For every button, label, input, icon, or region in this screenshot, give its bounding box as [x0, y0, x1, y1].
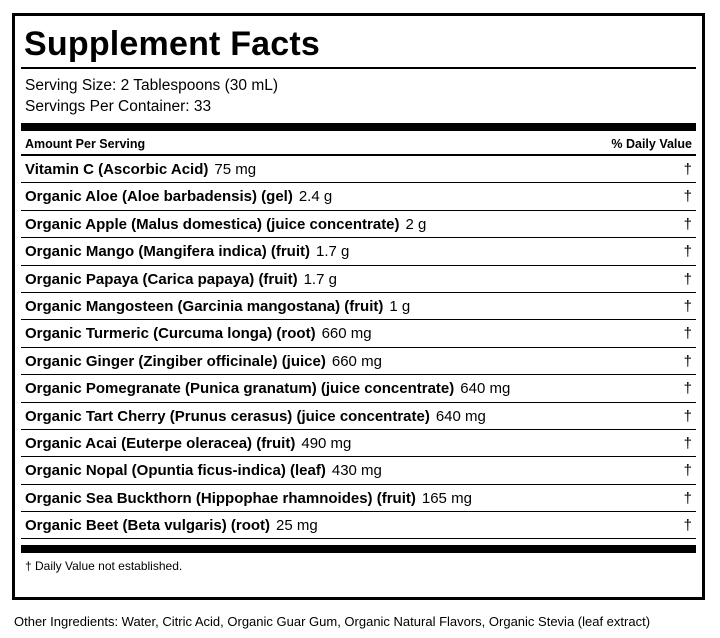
nutrient-row: [21, 485, 696, 512]
daily-value-dagger: †: [683, 352, 692, 370]
thick-rule-bottom: [21, 545, 696, 553]
nutrient-name-text: Organic Turmeric (Curcuma longa) (root): [25, 325, 316, 343]
nutrient-name: [25, 375, 510, 402]
daily-value-dagger: †: [683, 297, 692, 315]
nutrient-name-text: Organic Mango (Mangifera indica) (fruit): [25, 243, 311, 261]
nutrient-amount: 2.4 g: [298, 188, 333, 206]
nutrient-name: [25, 183, 332, 210]
daily-value-dagger: †: [683, 325, 692, 343]
nutrient-name: [25, 293, 410, 320]
nutrient-row: [21, 266, 696, 293]
nutrient-name: [25, 320, 372, 347]
daily-value-dagger: †: [683, 407, 692, 425]
nutrient-name-text: Organic Papaya (Carica papaya) (fruit): [25, 270, 298, 288]
nutrient-row: [21, 211, 696, 238]
nutrient-name-text: Organic Mangosteen (Garcinia mangostana) (fruit): [25, 297, 384, 315]
column-header: [25, 134, 692, 154]
nutrient-row: [21, 403, 696, 430]
nutrient-amount: 1 g: [389, 297, 411, 315]
nutrient-name: [25, 348, 382, 375]
nutrient-amount: 165 mg: [421, 489, 472, 507]
daily-value-dagger: †: [683, 462, 692, 480]
nutrient-amount: 2 g: [405, 215, 427, 233]
panel-title: Supplement Facts: [24, 25, 321, 63]
nutrient-name-text: Organic Acai (Euterpe oleracea) (fruit): [25, 434, 296, 452]
nutrient-name: [25, 485, 472, 512]
daily-value-label: % Daily Value: [611, 137, 692, 151]
nutrient-name: [25, 430, 351, 457]
nutrient-amount: 660 mg: [321, 325, 372, 343]
nutrient-name-text: Organic Aloe (Aloe barbadensis) (gel): [25, 188, 293, 206]
nutrient-row: [21, 430, 696, 457]
daily-value-dagger: †: [683, 243, 692, 261]
servings-per-container: Servings Per Container: 33: [25, 98, 212, 115]
nutrient-row: [21, 348, 696, 375]
nutrient-name-text: Vitamin C (Ascorbic Acid): [25, 161, 209, 178]
nutrient-name-text: Organic Sea Buckthorn (Hippophae rhamnoides) (fruit): [25, 489, 416, 507]
daily-value-dagger: †: [683, 188, 692, 206]
nutrient-name-text: Organic Tart Cherry (Prunus cerasus) (juice concentrate): [25, 407, 430, 425]
footnote: † Daily Value not established.: [25, 559, 183, 573]
nutrient-rows: [21, 156, 696, 539]
nutrient-amount: 25 mg: [276, 517, 318, 535]
daily-value-dagger: †: [683, 380, 692, 398]
nutrient-name: [25, 266, 337, 293]
nutrient-amount: 640 mg: [435, 407, 486, 425]
daily-value-dagger: †: [683, 215, 692, 233]
nutrient-amount: 660 mg: [331, 352, 382, 370]
nutrient-name-text: Organic Beet (Beta vulgaris) (root): [25, 517, 271, 535]
nutrient-row: [21, 375, 696, 402]
nutrient-name: [25, 457, 382, 484]
nutrient-name: [25, 156, 256, 183]
nutrient-amount: 490 mg: [301, 434, 352, 452]
nutrient-amount: 1.7 g: [303, 270, 337, 288]
nutrient-name: [25, 238, 349, 265]
nutrient-name-text: Organic Pomegranate (Punica granatum) (juice concentrate): [25, 380, 455, 398]
daily-value-dagger: †: [683, 434, 692, 452]
daily-value-dagger: †: [683, 270, 692, 288]
thick-rule-top: [21, 123, 696, 131]
daily-value-dagger: †: [683, 517, 692, 535]
nutrient-row: [21, 238, 696, 265]
nutrient-name-text: Organic Ginger (Zingiber officinale) (juice): [25, 352, 326, 370]
nutrient-row: [21, 183, 696, 210]
nutrient-row: [21, 293, 696, 320]
nutrient-name-text: Organic Apple (Malus domestica) (juice concentrate): [25, 215, 400, 233]
title-rule: [21, 67, 696, 69]
nutrient-name: [25, 211, 426, 238]
other-ingredients: Other Ingredients: Water, Citric Acid, Organic Guar Gum, Organic Natural Flavors, Organic Stevia (leaf extract): [14, 614, 651, 629]
nutrient-amount: 640 mg: [460, 380, 511, 398]
nutrient-row: [21, 512, 696, 539]
nutrient-name: [25, 403, 486, 430]
amount-per-serving-label: Amount Per Serving: [25, 137, 146, 151]
serving-size: Serving Size: 2 Tablespoons (30 mL): [25, 77, 279, 94]
daily-value-dagger: †: [683, 161, 692, 178]
nutrient-row: [21, 320, 696, 347]
nutrient-amount: 430 mg: [331, 462, 382, 480]
nutrient-name-text: Organic Nopal (Opuntia ficus-indica) (leaf): [25, 462, 326, 480]
nutrient-amount: 1.7 g: [316, 243, 350, 261]
supplement-facts-panel: [12, 13, 705, 600]
daily-value-dagger: †: [683, 489, 692, 507]
nutrient-row: [21, 457, 696, 484]
nutrient-name: [25, 512, 318, 539]
nutrient-row: [21, 156, 696, 183]
nutrient-amount: 75 mg: [214, 161, 257, 178]
